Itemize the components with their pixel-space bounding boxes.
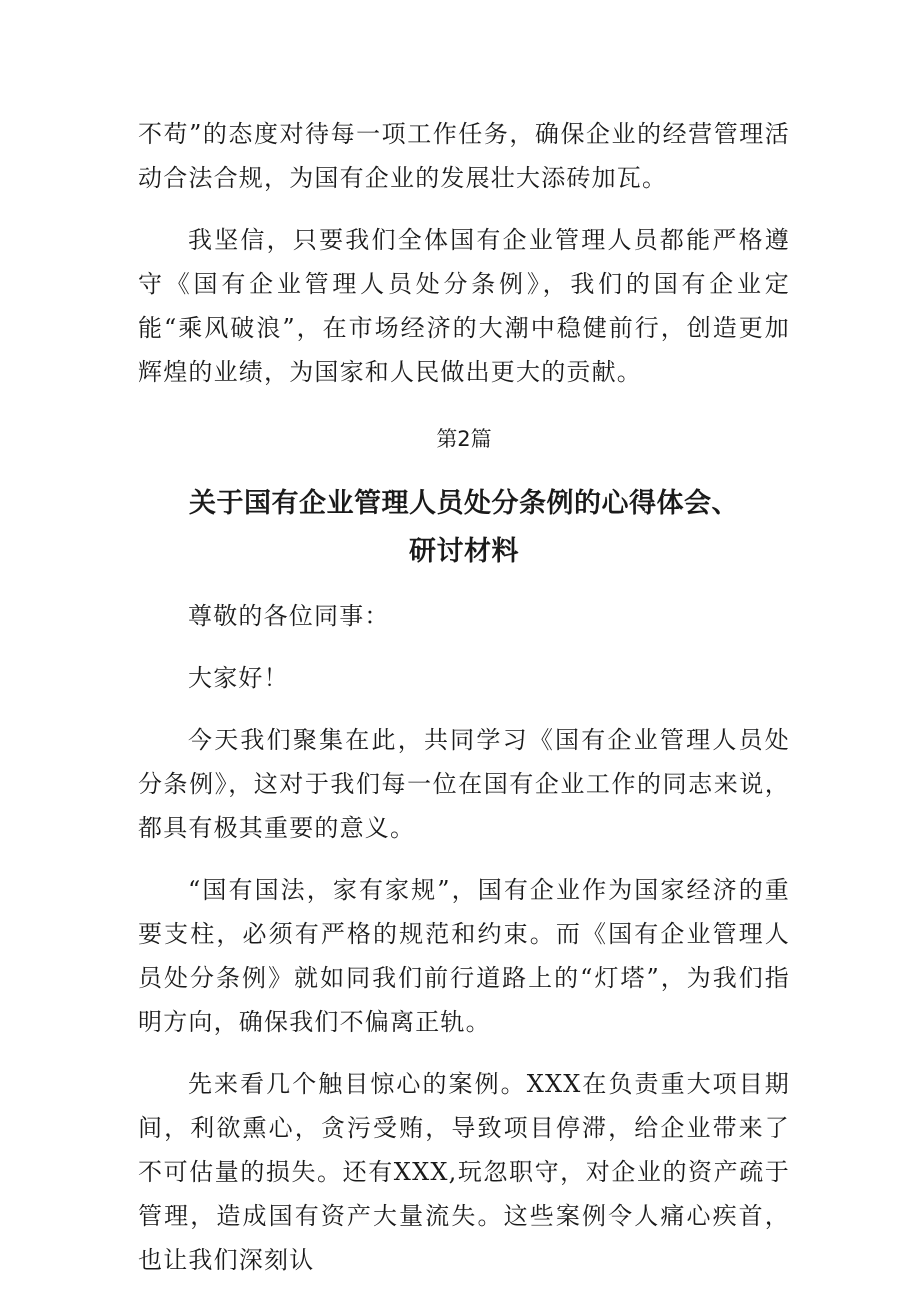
document-title <box>138 480 790 576</box>
document-title-line-1: 关于国有企业管理人员处分条例的心得体会、 <box>189 488 739 519</box>
salutation: 尊敬的各位同事： <box>188 602 390 630</box>
body-paragraph-1: 今天我们聚集在此，共同学习《国有企业管理人员处分条例》，这对于我们每一位在国有企业工作的同志来说，都具有极其重要的意义。 <box>138 726 790 842</box>
page-content <box>138 112 790 1282</box>
continuation-paragraph-2: 我坚信，只要我们全体国有企业管理人员都能严格遵守《国有企业管理人员处分条例》，我们的国有企业定能“乘风破浪”，在市场经济的大潮中稳健前行，创造更加辉煌的业绩，为国家和人民做出更大的贡献。 <box>138 226 790 386</box>
section-label: 第2篇 <box>436 427 492 451</box>
body-paragraph-2: “国有国法，家有家规”，国有企业作为国家经济的重要支柱，必须有严格的规范和约束。而《国有企业管理人员处分条例》就如同我们前行道路上的“灯塔”，为我们指明方向，确保我们不偏离正轨。 <box>138 876 790 1036</box>
body-paragraph-3: 先来看几个触目惊心的案例。XXX在负责重大项目期间，利欲熏心，贪污受贿，导致项目停滞，给企业带来了不可估量的损失。还有XXX,玩忽职守，对企业的资产疏于管理，造成国有资产大量流失。这些案例令人痛心疾首，也让我们深刻认 <box>138 1070 790 1274</box>
greeting: 大家好！ <box>188 664 289 692</box>
continuation-paragraph-1: 不苟”的态度对待每一项工作任务，确保企业的经营管理活动合法合规，为国有企业的发展壮大添砖加瓦。 <box>138 120 790 192</box>
document-title-line-2: 研讨材料 <box>409 536 519 567</box>
